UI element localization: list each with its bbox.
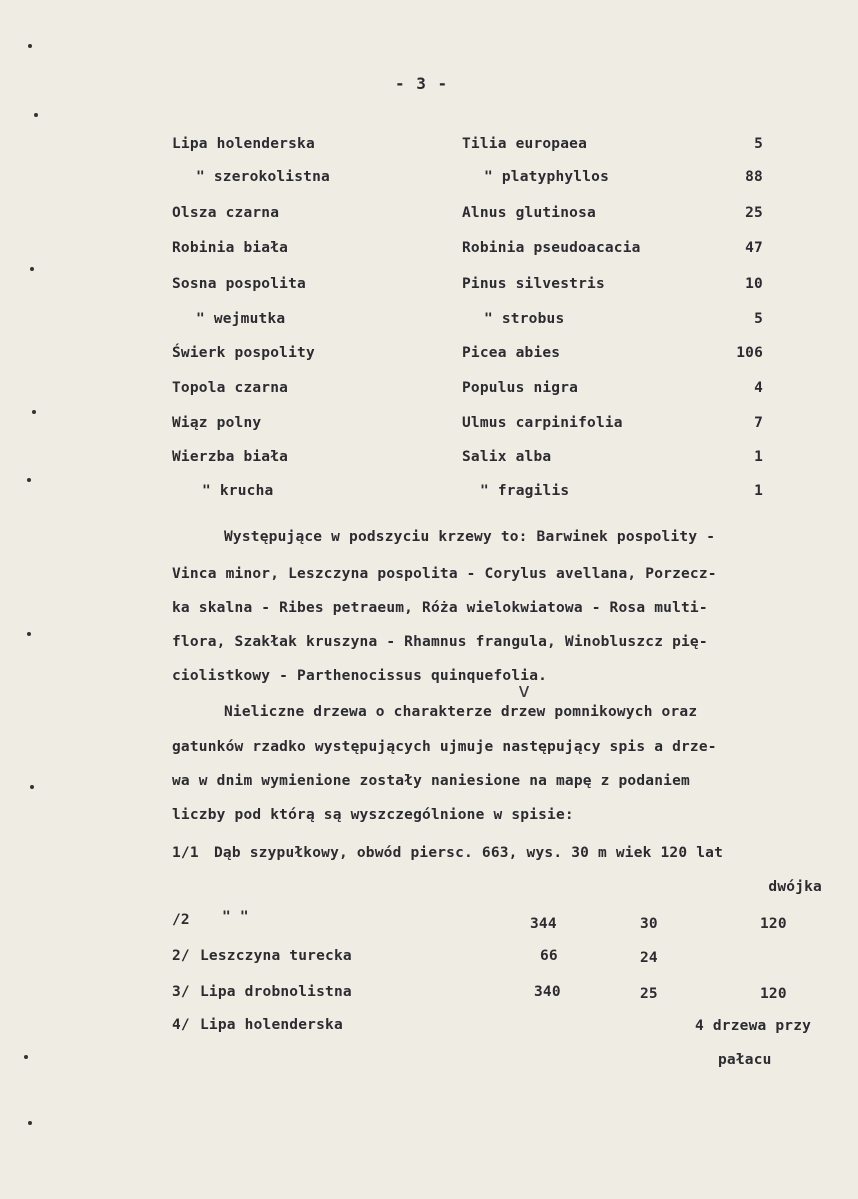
paragraph-line: ciolistkowy - Parthenocissus quinquefolia. [172,668,548,684]
species-count: 10 [745,276,763,292]
monument-description: Dąb szypułkowy, obwód piersc. 663, wys. 30 m wiek 120 lat [214,845,723,861]
monument-number: 2/ [172,948,190,964]
monument-height: 25 [640,986,658,1002]
species-count: 7 [754,415,763,431]
species-polish: Sosna pospolita [172,276,306,292]
species-latin: Populus nigra [462,380,579,396]
monument-age: 120 [760,986,787,1002]
species-latin: " strobus [484,311,565,327]
species-count: 25 [745,205,763,221]
margin-dot [34,113,38,117]
species-count: 47 [745,240,763,256]
species-latin: Robinia pseudoacacia [462,240,641,256]
species-count: 88 [745,169,763,185]
species-polish: Olsza czarna [172,205,280,221]
monument-name: Lipa drobnolistna [200,984,352,1000]
species-polish: " wejmutka [196,311,286,327]
species-polish: " krucha [202,483,274,499]
species-polish: " szerokolistna [196,169,330,185]
paragraph-line: flora, Szakłak kruszyna - Rhamnus frangula, Winobluszcz pię- [172,634,708,650]
margin-dot [30,785,34,789]
monument-circumference: 66 [540,948,558,964]
monument-note: pałacu [718,1052,772,1068]
species-polish: Lipa holenderska [172,136,315,152]
monument-name: " " [222,909,249,925]
handwritten-mark: v [518,678,531,702]
species-count: 5 [754,136,763,152]
margin-dot [24,1055,28,1059]
paragraph-line: wa w dnim wymienione zostały naniesione na mapę z podaniem [172,773,690,789]
margin-dot [32,410,36,414]
species-latin: Pinus silvestris [462,276,605,292]
monument-age: 120 [760,916,787,932]
monument-name: Lipa holenderska [200,1017,343,1033]
margin-dot [28,1121,32,1125]
monument-circumference: 340 [534,984,561,1000]
species-polish: Robinia biała [172,240,289,256]
monument-number: 1/1 [172,845,199,861]
page-number: - 3 - [395,74,449,93]
species-latin: Salix alba [462,449,552,465]
monument-note: 4 drzewa przy [695,1018,812,1034]
species-latin: " fragilis [480,483,570,499]
margin-dot [28,44,32,48]
monument-name: Leszczyna turecka [200,948,352,964]
paragraph-line: Vinca minor, Leszczyna pospolita - Corylus avellana, Porzecz- [172,566,717,582]
species-count: 1 [754,449,763,465]
monument-circumference: 344 [530,916,557,932]
species-polish: Topola czarna [172,380,289,396]
species-latin: Ulmus carpinifolia [462,415,623,431]
species-polish: Wiąz polny [172,415,262,431]
margin-dot [30,267,34,271]
monument-number: 4/ [172,1017,190,1033]
monument-number: /2 [172,912,190,928]
species-latin: Picea abies [462,345,561,361]
species-count: 1 [754,483,763,499]
species-count: 5 [754,311,763,327]
paragraph-line: ka skalna - Ribes petraeum, Róża wielokwiatowa - Rosa multi- [172,600,708,616]
species-polish: Wierzba biała [172,449,289,465]
monument-height: 24 [640,950,658,966]
paragraph-line: liczby pod którą są wyszczególnione w spisie: [172,807,574,823]
species-count: 106 [736,345,763,361]
species-latin: Alnus glutinosa [462,205,596,221]
species-polish: Świerk pospolity [172,345,315,361]
margin-dot [27,632,31,636]
species-latin: " platyphyllos [484,169,610,185]
paragraph-line: Nieliczne drzewa o charakterze drzew pomnikowych oraz [224,704,698,720]
margin-dot [27,478,31,482]
monument-height: 30 [640,916,658,932]
paragraph-line: Występujące w podszyciu krzewy to: Barwinek pospolity - [224,529,716,545]
monument-note: dwójka [768,879,822,895]
monument-number: 3/ [172,984,190,1000]
paragraph-line: gatunków rzadko występujących ujmuje następujący spis a drze- [172,739,717,755]
species-latin: Tilia europaea [462,136,588,152]
species-count: 4 [754,380,763,396]
